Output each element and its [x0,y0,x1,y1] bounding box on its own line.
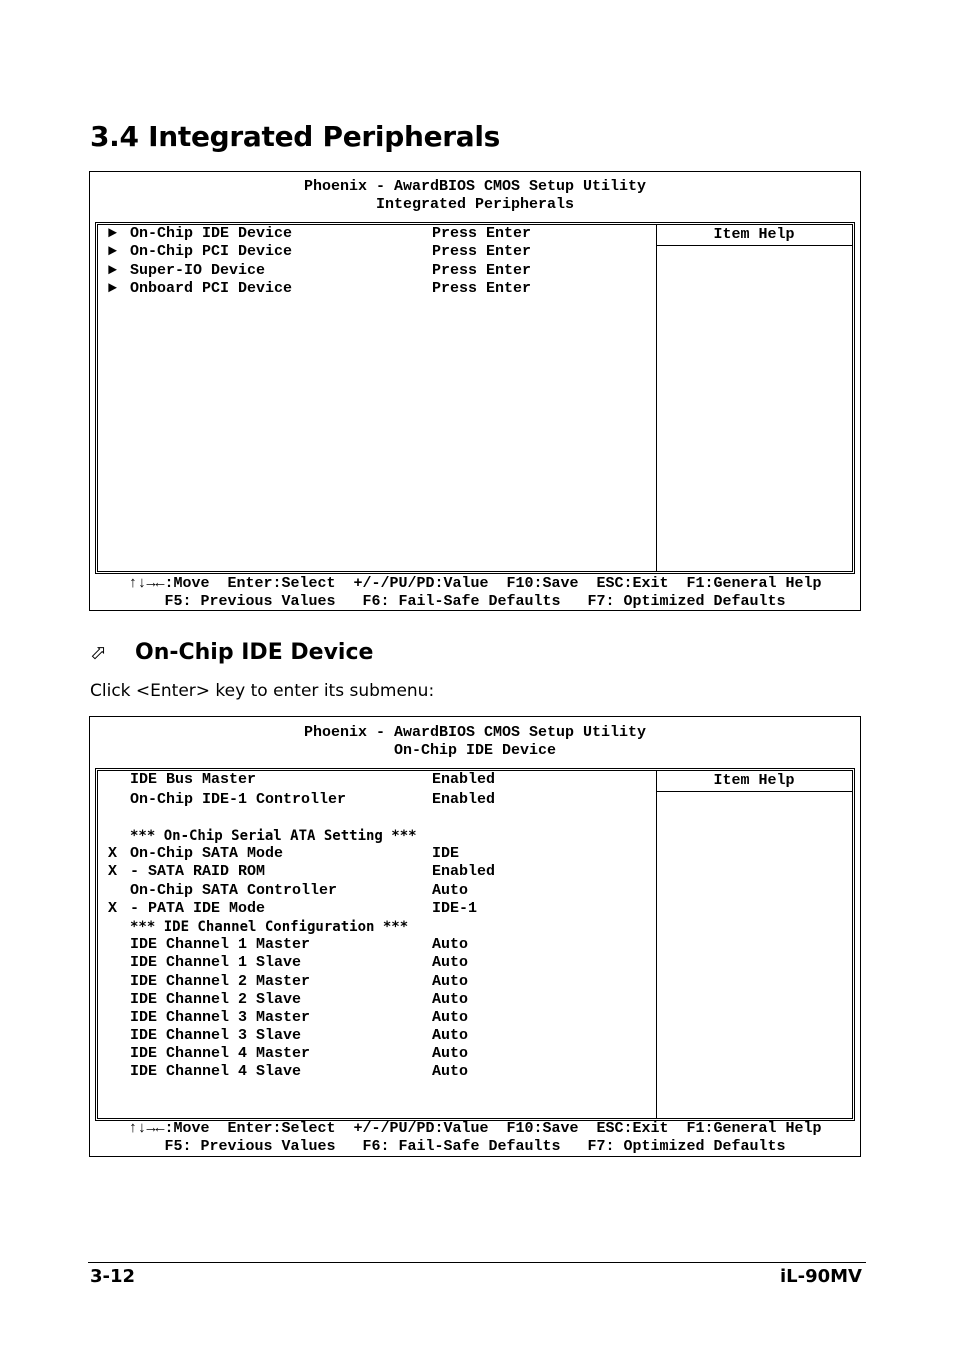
menu-item-label: Super-IO Device [130,261,266,279]
menu-row[interactable] [98,918,653,936]
menu-item-label: On-Chip PCI Device [130,243,293,261]
row-mark: X [108,900,118,917]
bios-footer-keys: ↑↓→←:Move Enter:Select +/-/PU/PD:Value F10:Save ESC:Exit F1:General Help [128,1120,822,1137]
menu-item-value: Auto [432,991,469,1008]
bios-menu-panel [95,222,855,574]
menu-item-value: Press Enter [432,243,532,261]
menu-item-value: Enabled [432,791,496,808]
menu-row[interactable] [98,280,653,298]
item-help-label: Item Help [656,225,852,246]
menu-item-value: Auto [432,1009,469,1026]
menu-row[interactable] [98,791,653,809]
model-name: iL-90MV [779,1266,862,1287]
menu-item-label: IDE Bus Master [130,771,257,788]
bios-menu-panel [95,768,855,1121]
menu-row[interactable] [98,973,653,991]
menu-item-value: Auto [432,936,469,953]
menu-row[interactable] [98,1027,653,1045]
menu-item-label: IDE Channel 1 Slave [130,954,302,971]
bios-screen-integrated-peripherals [89,171,861,611]
bios-footer-defaults: F5: Previous Values F6: Fail-Safe Defaults F7: Optimized Defaults [164,593,786,610]
menu-item-label: IDE Channel 1 Master [130,936,311,953]
pointer-icon: ⬀ [90,640,107,664]
bios-subtitle: On-Chip IDE Device [393,742,557,759]
menu-item-label: - PATA IDE Mode [130,900,266,917]
menu-item-value: Enabled [432,771,496,788]
section-title: 3.4 Integrated Peripherals [90,120,501,153]
help-divider [656,771,657,1118]
menu-row[interactable] [98,262,653,280]
menu-item-value: IDE-1 [432,900,478,917]
bios-title: Phoenix - AwardBIOS CMOS Setup Utility [303,724,647,741]
menu-row[interactable] [98,827,653,845]
item-help-label: Item Help [656,771,852,792]
menu-item-label: Onboard PCI Device [130,279,293,297]
page-number: 3-12 [90,1266,136,1287]
row-mark: X [108,863,118,880]
menu-item-value: Enabled [432,863,496,880]
help-divider [656,225,657,571]
menu-item-label: IDE Channel 4 Slave [130,1063,302,1080]
row-mark: X [108,845,118,862]
menu-row[interactable] [98,771,653,789]
menu-item-value: Auto [432,1027,469,1044]
bios-subtitle: Integrated Peripherals [375,196,575,213]
bios-title: Phoenix - AwardBIOS CMOS Setup Utility [303,178,647,195]
menu-row[interactable] [98,863,653,881]
instruction-text: Click <Enter> key to enter its submenu: [90,681,435,701]
menu-item-label: On-Chip SATA Mode [130,845,284,862]
menu-item-value: IDE [432,845,460,862]
menu-row[interactable] [98,243,653,261]
menu-item-value: Auto [432,882,469,899]
menu-row[interactable] [98,900,653,918]
menu-item-label: On-Chip SATA Controller [130,882,338,899]
bios-screen-on-chip-ide-device [89,716,861,1157]
menu-item-label: IDE Channel 3 Slave [130,1027,302,1044]
menu-group-header: *** IDE Channel Configuration *** [130,919,409,935]
menu-row[interactable] [98,1063,653,1081]
subsection-heading [90,640,373,665]
menu-row[interactable] [98,809,653,827]
subsection-title: On-Chip IDE Device [135,640,374,665]
menu-item-value: Press Enter [432,261,532,279]
menu-row[interactable] [98,954,653,972]
menu-item-label: IDE Channel 4 Master [130,1045,311,1062]
menu-item-value: Auto [432,973,469,990]
menu-row[interactable] [98,936,653,954]
menu-row[interactable] [98,1009,653,1027]
menu-item-label: On-Chip IDE Device [130,225,293,242]
submenu-arrow-icon: ► [108,279,118,297]
menu-row[interactable] [98,845,653,863]
menu-item-value: Auto [432,1045,469,1062]
footer-rule [88,1262,866,1263]
menu-group-header: *** On-Chip Serial ATA Setting *** [130,828,417,844]
menu-item-value: Auto [432,954,469,971]
menu-item-value: Auto [432,1063,469,1080]
bios-footer-keys: ↑↓→←:Move Enter:Select +/-/PU/PD:Value F10:Save ESC:Exit F1:General Help [128,575,822,592]
menu-row[interactable] [98,991,653,1009]
menu-item-value: Press Enter [432,279,532,297]
menu-item-label: IDE Channel 3 Master [130,1009,311,1026]
menu-item-label: IDE Channel 2 Master [130,973,311,990]
menu-row[interactable] [98,225,653,243]
menu-item-value: Press Enter [432,225,532,242]
bios-footer-defaults: F5: Previous Values F6: Fail-Safe Defaults F7: Optimized Defaults [164,1138,786,1155]
menu-row[interactable] [98,1045,653,1063]
menu-item-label: IDE Channel 2 Slave [130,991,302,1008]
submenu-arrow-icon: ► [108,243,118,261]
submenu-arrow-icon: ► [108,261,118,279]
menu-row[interactable] [98,882,653,900]
submenu-arrow-icon: ► [108,225,118,242]
menu-item-label: On-Chip IDE-1 Controller [130,791,347,808]
menu-item-label: - SATA RAID ROM [130,863,266,880]
